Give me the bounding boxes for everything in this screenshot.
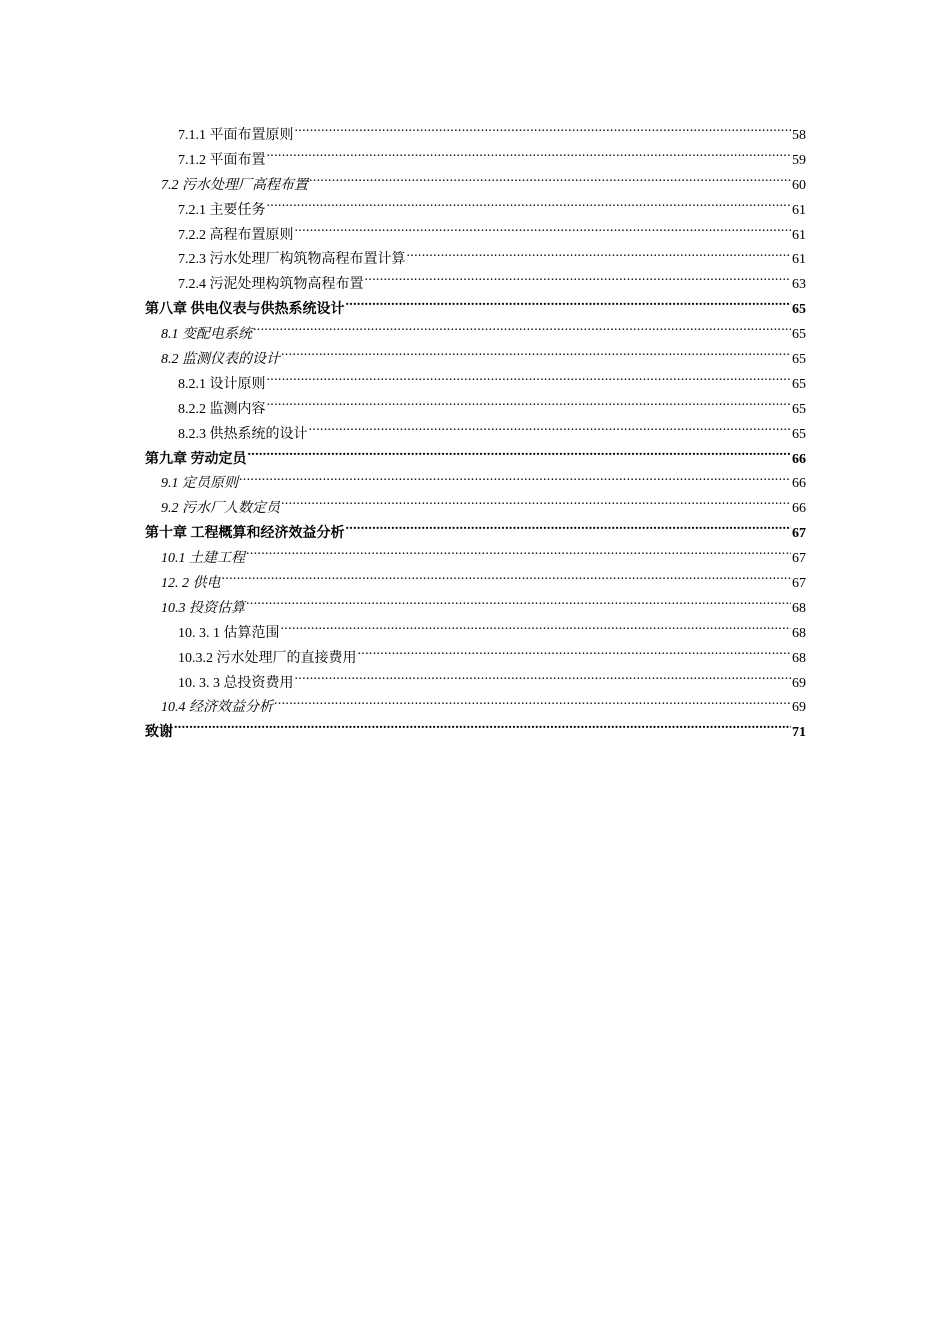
toc-entry[interactable]	[145, 572, 806, 597]
toc-leader-dots	[248, 449, 792, 463]
toc-entry-title: 7.2.1 主要任务	[178, 202, 266, 218]
toc-leader-dots	[295, 673, 792, 687]
toc-entry-page-number: 69	[792, 675, 806, 691]
toc-entry-page-number: 60	[792, 177, 806, 193]
toc-entry-title: 8.2 监测仪表的设计	[161, 352, 280, 368]
toc-leader-dots	[295, 225, 792, 239]
toc-entry[interactable]	[145, 647, 806, 672]
toc-entry-page-number: 65	[792, 352, 806, 368]
toc-entry-title: 7.2.2 高程布置原则	[178, 227, 294, 243]
toc-entry-title: 第九章 劳动定员	[145, 451, 247, 467]
toc-entry-page-number: 68	[792, 600, 806, 616]
toc-leader-dots	[281, 349, 791, 363]
toc-entry-title: 10.3.2 污水处理厂的直接费用	[178, 650, 357, 666]
toc-entry[interactable]	[145, 273, 806, 298]
toc-entry[interactable]	[145, 323, 806, 348]
toc-entry-page-number: 65	[792, 376, 806, 392]
toc-entry[interactable]	[145, 547, 806, 572]
toc-entry[interactable]	[145, 298, 806, 323]
toc-entry[interactable]	[145, 199, 806, 224]
toc-entry-title: 8.2.3 供热系统的设计	[178, 426, 308, 442]
toc-entry-title: 7.2.3 污水处理厂构筑物高程布置计算	[178, 252, 406, 268]
toc-entry[interactable]	[145, 174, 806, 199]
toc-entry[interactable]	[145, 622, 806, 647]
toc-entry-page-number: 65	[792, 302, 806, 318]
toc-entry[interactable]	[145, 423, 806, 448]
toc-leader-dots	[346, 523, 792, 537]
toc-entry-page-number: 65	[792, 327, 806, 343]
toc-entry-title: 12. 2 供电	[161, 576, 221, 592]
toc-entry-page-number: 65	[792, 401, 806, 417]
toc-leader-dots	[407, 249, 792, 263]
toc-entry-title: 7.2 污水处理厂高程布置	[161, 177, 308, 193]
toc-entry-title: 8.1 变配电系统	[161, 327, 252, 343]
toc-entry[interactable]	[145, 149, 806, 174]
toc-leader-dots	[267, 374, 792, 388]
table-of-contents	[145, 124, 806, 746]
toc-entry-title: 致谢	[145, 725, 173, 741]
toc-entry-title: 9.1 定员原则	[161, 476, 238, 492]
toc-entry-page-number: 68	[792, 650, 806, 666]
toc-entry-title: 9.2 污水厂人数定员	[161, 501, 280, 517]
toc-entry[interactable]	[145, 448, 806, 473]
toc-entry[interactable]	[145, 224, 806, 249]
toc-entry-page-number: 68	[792, 625, 806, 641]
toc-entry-page-number: 61	[792, 227, 806, 243]
toc-entry[interactable]	[145, 373, 806, 398]
toc-entry[interactable]	[145, 672, 806, 697]
toc-entry-page-number: 66	[792, 451, 806, 467]
toc-leader-dots	[358, 648, 792, 662]
toc-leader-dots	[239, 473, 791, 487]
toc-entry-title: 10.4 经济效益分析	[161, 700, 273, 716]
toc-entry-page-number: 67	[792, 526, 806, 542]
toc-entry-page-number: 69	[792, 700, 806, 716]
toc-leader-dots	[174, 722, 791, 736]
toc-leader-dots	[346, 299, 792, 313]
toc-entry[interactable]	[145, 597, 806, 622]
toc-leader-dots	[222, 573, 792, 587]
toc-leader-dots	[309, 175, 791, 189]
toc-entry-title: 7.2.4 污泥处理构筑物高程布置	[178, 277, 364, 293]
toc-entry-page-number: 59	[792, 152, 806, 168]
toc-entry[interactable]	[145, 248, 806, 273]
toc-entry[interactable]	[145, 398, 806, 423]
toc-leader-dots	[246, 548, 791, 562]
toc-entry[interactable]	[145, 348, 806, 373]
toc-leader-dots	[267, 399, 792, 413]
toc-entry-page-number: 61	[792, 202, 806, 218]
toc-entry-title: 第十章 工程概算和经济效益分析	[145, 526, 345, 542]
toc-entry-page-number: 67	[792, 576, 806, 592]
toc-leader-dots	[253, 324, 791, 338]
toc-entry-page-number: 66	[792, 501, 806, 517]
toc-leader-dots	[281, 498, 791, 512]
toc-leader-dots	[267, 150, 792, 164]
toc-entry-page-number: 63	[792, 277, 806, 293]
toc-entry-title: 7.1.1 平面布置原则	[178, 128, 294, 143]
toc-leader-dots	[267, 200, 792, 214]
toc-entry[interactable]	[145, 124, 806, 149]
toc-entry-page-number: 65	[792, 426, 806, 442]
toc-entry-title: 10.3 投资估算	[161, 600, 245, 616]
toc-entry-title: 10.1 土建工程	[161, 551, 245, 567]
toc-leader-dots	[246, 598, 791, 612]
toc-entry-page-number: 61	[792, 252, 806, 268]
toc-entry-page-number: 67	[792, 551, 806, 567]
toc-leader-dots	[309, 424, 792, 438]
toc-entry-title: 7.1.2 平面布置	[178, 152, 266, 168]
toc-entry-title: 8.2.2 监测内容	[178, 401, 266, 417]
toc-entry[interactable]	[145, 696, 806, 721]
toc-entry-page-number: 58	[792, 128, 806, 143]
toc-leader-dots	[365, 274, 792, 288]
toc-leader-dots	[281, 623, 792, 637]
toc-entry-page-number: 71	[792, 725, 806, 741]
toc-entry[interactable]	[145, 472, 806, 497]
toc-entry[interactable]	[145, 721, 806, 746]
toc-entry-title: 10. 3. 1 估算范围	[178, 625, 280, 641]
toc-entry-title: 第八章 供电仪表与供热系统设计	[145, 302, 345, 318]
toc-entry-title: 8.2.1 设计原则	[178, 376, 266, 392]
toc-leader-dots	[295, 125, 792, 139]
toc-entry[interactable]	[145, 497, 806, 522]
toc-entry-page-number: 66	[792, 476, 806, 492]
toc-entry[interactable]	[145, 522, 806, 547]
toc-entry-title: 10. 3. 3 总投资费用	[178, 675, 294, 691]
toc-leader-dots	[274, 697, 791, 711]
